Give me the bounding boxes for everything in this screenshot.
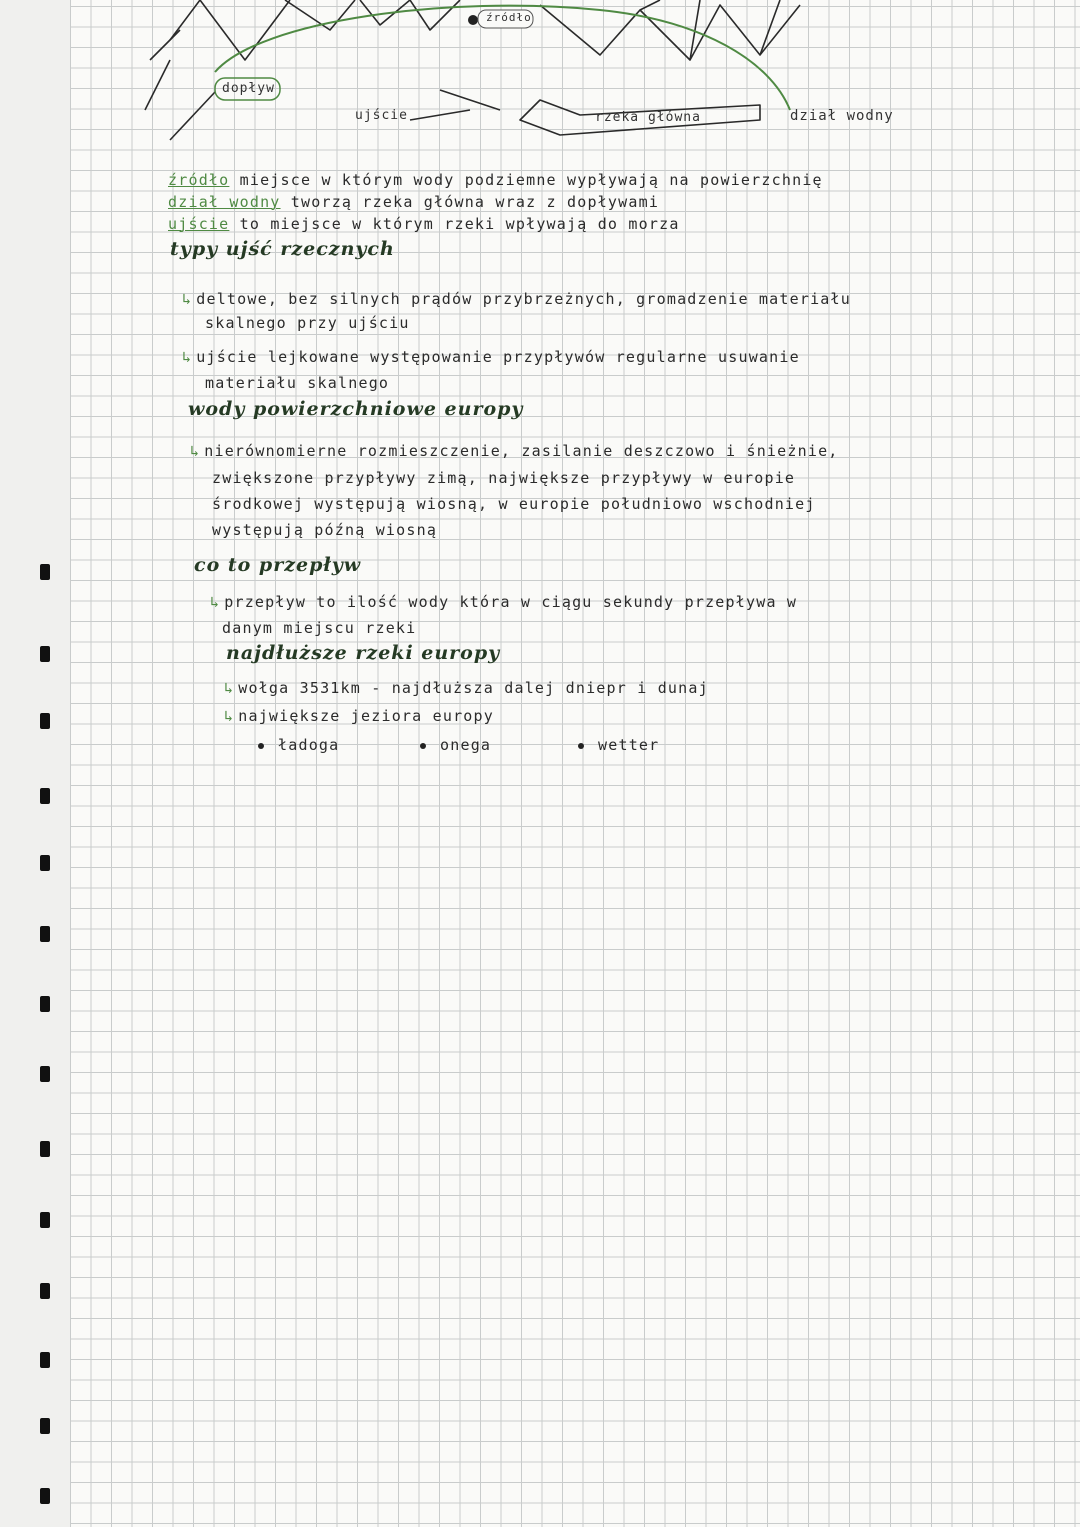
- diagram-label-source: źródło: [486, 11, 532, 24]
- spiral-hole: [40, 926, 50, 942]
- note-line: [190, 441, 839, 461]
- spiral-hole: [40, 1066, 50, 1082]
- diagram-label-tributary: dopływ: [222, 81, 275, 96]
- spiral-hole: [40, 1488, 50, 1504]
- bullet-icon: [420, 743, 426, 749]
- note-line: [210, 592, 797, 612]
- arrow-icon: ↳: [210, 593, 221, 611]
- lake-name: wetter: [598, 736, 660, 754]
- arrow-icon: ↳: [224, 707, 235, 725]
- section-heading: wody powierzchniowe europy: [188, 398, 524, 420]
- bullet-icon: [578, 743, 584, 749]
- note-text: ujście lejkowane występowanie przypływów regularne usuwanie: [196, 348, 800, 366]
- bullet-icon: [258, 743, 264, 749]
- definition-line: [168, 170, 823, 190]
- section-heading: typy ujść rzecznych: [170, 238, 395, 260]
- spiral-hole: [40, 1418, 50, 1434]
- definition-line: [168, 192, 659, 212]
- arrow-icon: ↳: [182, 290, 193, 308]
- spiral-hole: [40, 855, 50, 871]
- arrow-icon: ↳: [224, 679, 235, 697]
- definition-text: to miejsce w którym rzeki wpływają do morza: [239, 215, 680, 233]
- note-line: skalnego przy ujściu: [205, 314, 410, 332]
- notebook-spiral: [0, 0, 70, 1527]
- definition-text: miejsce w którym wody podziemne wypływają na powierzchnię: [239, 171, 823, 189]
- definition-term: ujście: [168, 215, 230, 233]
- note-line: [182, 347, 800, 367]
- spiral-hole: [40, 788, 50, 804]
- list-item: [578, 736, 659, 754]
- arrow-icon: ↳: [182, 348, 193, 366]
- spiral-hole: [40, 646, 50, 662]
- diagram-label-mouth: ujście: [355, 108, 408, 123]
- definition-text: tworzą rzeka główna wraz z dopływami: [290, 193, 660, 211]
- section-heading: najdłuższe rzeki europy: [226, 642, 501, 664]
- note-line: [224, 706, 494, 726]
- arrow-icon: ↳: [190, 442, 201, 460]
- note-line: [224, 678, 709, 698]
- list-item: [420, 736, 491, 754]
- diagram-label-main-river: rzeka główna: [595, 110, 701, 125]
- note-line: występują późną wiosną: [212, 521, 438, 539]
- note-line: zwiększone przypływy zimą, największe przypływy w europie: [212, 469, 796, 487]
- spiral-hole: [40, 713, 50, 729]
- spiral-hole: [40, 1283, 50, 1299]
- lake-name: ładoga: [278, 736, 340, 754]
- note-text: nierównomierne rozmieszczenie, zasilanie deszczowo i śnieżnie,: [204, 442, 839, 460]
- spiral-hole: [40, 1141, 50, 1157]
- note-line: materiału skalnego: [205, 374, 390, 392]
- definition-term: dział wodny: [168, 193, 281, 211]
- note-line: [182, 289, 851, 309]
- river-diagram: [0, 0, 1080, 150]
- note-text: deltowe, bez silnych prądów przybrzeżnych, gromadzenie materiału: [196, 290, 852, 308]
- note-line: danym miejscu rzeki: [222, 619, 417, 637]
- spiral-hole: [40, 1352, 50, 1368]
- section-heading: co to przepływ: [194, 554, 362, 576]
- note-text: największe jeziora europy: [238, 707, 495, 725]
- spiral-hole: [40, 564, 50, 580]
- diagram-label-watershed: dział wodny: [790, 108, 894, 124]
- spiral-hole: [40, 996, 50, 1012]
- note-line: środkowej występują wiosną, w europie południowo wschodniej: [212, 495, 816, 513]
- note-text: przepływ to ilość wody która w ciągu sekundy przepływa w: [224, 593, 798, 611]
- spiral-hole: [40, 1212, 50, 1228]
- definition-term: źródło: [168, 171, 230, 189]
- lake-name: onega: [440, 736, 492, 754]
- definition-line: [168, 214, 680, 234]
- note-text: wołga 3531km - najdłuższa dalej dniepr i dunaj: [238, 679, 709, 697]
- list-item: [258, 736, 339, 754]
